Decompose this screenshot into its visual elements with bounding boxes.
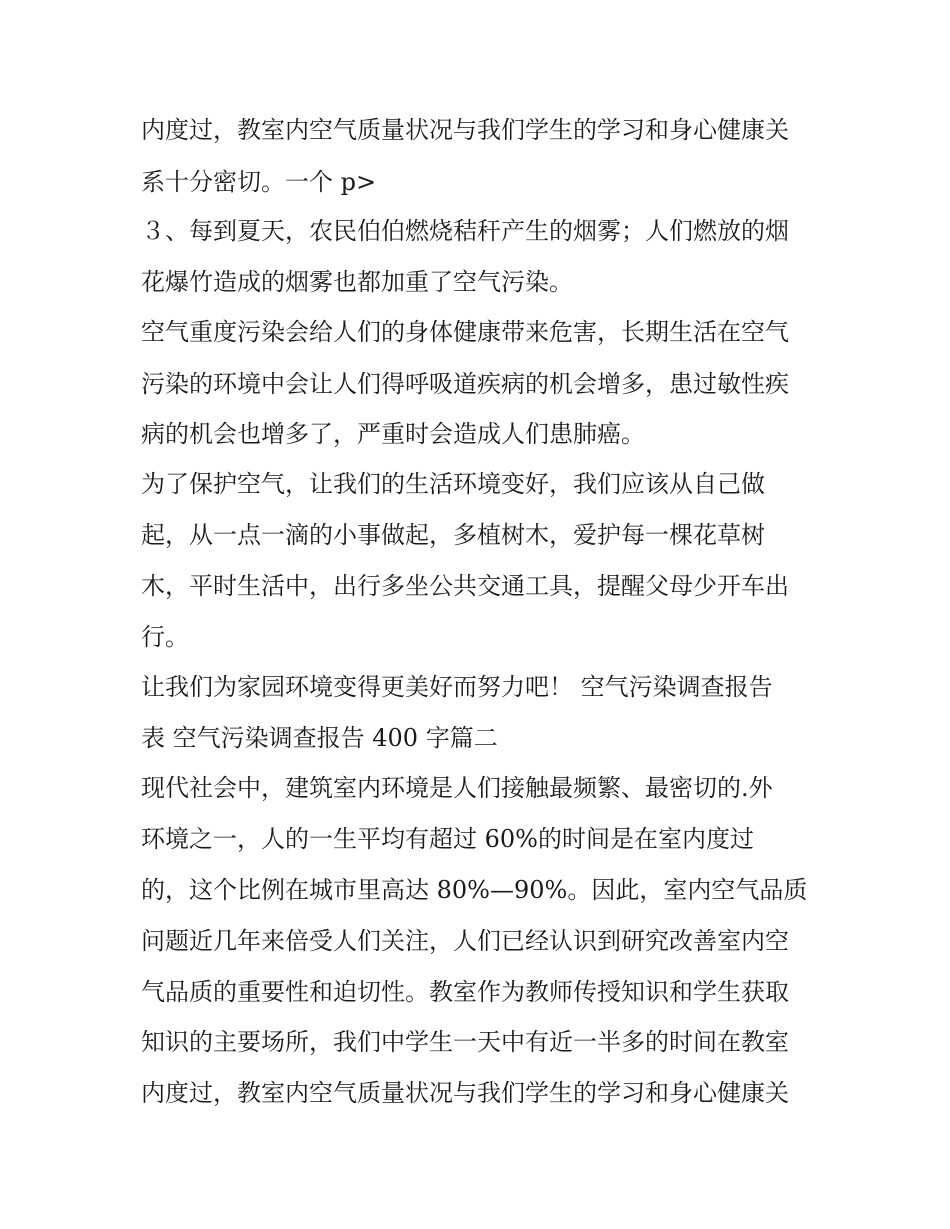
text-line: 知识的主要场所，我们中学生一天中有近一半多的时间在教室: [141, 1028, 789, 1056]
text-line: 花爆竹造成的烟雾也都加重了空气污染。: [141, 268, 573, 296]
text-line: 让我们为家园环境变得更美好而努力吧！ 空气污染调查报告: [141, 673, 773, 701]
text-line: 为了保护空气，让我们的生活环境变好，我们应该从自己做: [141, 470, 765, 498]
text-line: 问题近几年来倍受人们关注，人们已经认识到研究改善室内空: [141, 927, 789, 955]
text-line: 环境之一，人的一生平均有超过 60%的时间是在室内度过: [141, 825, 754, 853]
text-line: 空气重度污染会给人们的身体健康带来危害，长期生活在空气: [141, 318, 789, 346]
text-line: 木，平时生活中，出行多坐公共交通工具，提醒父母少开车出: [141, 572, 789, 600]
text-line: 现代社会中，建筑室内环境是人们接触最频繁、最密切的.外: [141, 774, 773, 802]
text-line: 起，从一点一滴的小事做起，多植树木，爱护每一棵花草树: [141, 521, 765, 549]
text-line: 污染的环境中会让人们得呼吸道疾病的机会增多，患过敏性疾: [141, 370, 789, 398]
text-line: 内度过，教室内空气质量状况与我们学生的学习和身心健康关: [141, 116, 789, 144]
text-line: ３、每到夏天，农民伯伯燃烧秸秆产生的烟雾；人们燃放的烟: [141, 217, 789, 245]
text-line: 病的机会也增多了，严重时会造成人们患肺癌。: [141, 420, 645, 448]
text-line: 系十分密切。一个 p>: [141, 168, 377, 196]
text-line: 行。: [141, 623, 189, 651]
text-line: 气品质的重要性和迫切性。教室作为教师传授知识和学生获取: [141, 978, 789, 1006]
text-line: 表 空气污染调查报告 400 字篇二: [141, 724, 498, 752]
text-line: 内度过，教室内空气质量状况与我们学生的学习和身心健康关: [141, 1079, 789, 1107]
text-line: 的，这个比例在城市里高达 80%—90%。因此，室内空气品质: [141, 876, 808, 904]
